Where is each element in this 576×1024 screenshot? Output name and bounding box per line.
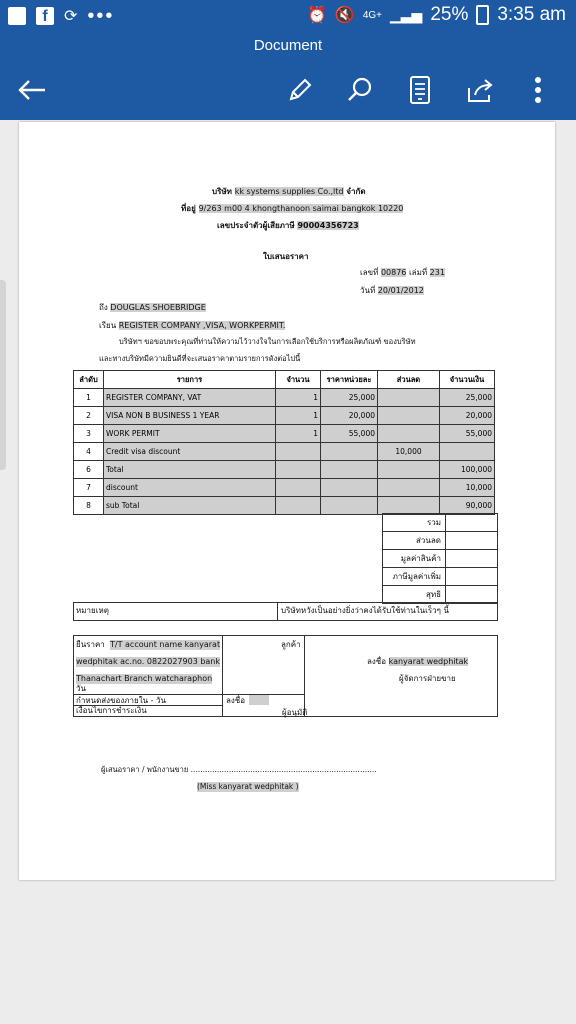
notification-icons xyxy=(8,6,114,26)
row-number: 6 xyxy=(74,461,104,479)
book-label: เล่มที่ xyxy=(408,268,428,277)
summary-label: ส่วนลด xyxy=(416,536,441,545)
row-discount xyxy=(378,461,440,479)
row-number: 3 xyxy=(74,425,104,443)
col-header: รายการ xyxy=(104,371,276,389)
sign-name: kanyarat wedphitak xyxy=(388,657,469,666)
back-button[interactable] xyxy=(12,70,52,110)
subject-line xyxy=(99,321,285,331)
row-item: Total xyxy=(104,461,276,479)
clock: 3:35 am xyxy=(497,4,566,25)
intro-line-1: บริษัทฯ ขอขอบพระคุณที่ท่านให้ความไว้วางใจในการเลือกใช้บริการหรือผลิตภัณฑ์ ของบริษัท xyxy=(119,337,416,346)
summary-label: สุทธิ xyxy=(425,590,441,599)
presenter-name: (Miss kanyarat wedphitak ) xyxy=(197,782,299,791)
row-qty: 1 xyxy=(276,425,321,443)
network-type: 4G+ xyxy=(362,9,382,21)
subject-value: REGISTER COMPANY ,VISA, WORKPERMIT. xyxy=(118,321,286,330)
subject-label: เรียน xyxy=(99,321,117,330)
row-item: REGISTER COMPANY, VAT xyxy=(104,389,276,407)
presenter-dots: .............................................................................. xyxy=(190,765,377,774)
row-price: 20,000 xyxy=(321,407,378,425)
company-name: kk systems supplies Co.,ltd xyxy=(234,187,344,196)
row-qty xyxy=(276,443,321,461)
row-number: 2 xyxy=(74,407,104,425)
table-row xyxy=(74,389,495,407)
row-discount xyxy=(378,425,440,443)
share-button[interactable] xyxy=(460,70,500,110)
bank-line-3: Thanachart Branch watcharaphon xyxy=(76,674,213,683)
row-amount xyxy=(440,443,495,461)
row-qty xyxy=(276,479,321,497)
address-line xyxy=(181,204,403,214)
summary-label: มูลค่าสินค้า xyxy=(400,554,441,563)
more-vert-icon xyxy=(534,76,542,104)
table-row xyxy=(74,443,495,461)
row-price: 25,000 xyxy=(321,389,378,407)
sign-box xyxy=(249,695,269,705)
col-header: จำนวน xyxy=(276,371,321,389)
table-row xyxy=(74,407,495,425)
search-icon xyxy=(346,76,374,104)
no-value: 00876 xyxy=(380,268,407,277)
edit-button[interactable] xyxy=(280,70,320,110)
row-number: 4 xyxy=(74,443,104,461)
row-qty xyxy=(276,461,321,479)
table-row xyxy=(74,479,495,497)
table-row xyxy=(74,425,495,443)
intro-line-2: และทางบริษัทมีความยินดีที่จะเสนอราคาตามรายการดังต่อไปนี้ xyxy=(99,354,301,363)
col-header: จำนวนเงิน xyxy=(440,371,495,389)
company-line xyxy=(212,187,366,197)
items-table xyxy=(73,370,495,515)
taxid-label: เลขประจำตัวผู้เสียภาษี xyxy=(217,221,295,230)
toolbar xyxy=(0,60,576,120)
col-header: ราคาหน่วยละ xyxy=(321,371,378,389)
more-options-button[interactable] xyxy=(518,70,558,110)
no-label: เลขที่ xyxy=(360,268,379,277)
col-header: ลำดับ xyxy=(74,371,104,389)
row-item: WORK PERMIT xyxy=(104,425,276,443)
col-header: ส่วนลด xyxy=(378,371,440,389)
sign-line xyxy=(367,657,468,667)
presenter-line xyxy=(101,765,377,775)
row-item: discount xyxy=(104,479,276,497)
date-label: วันที่ xyxy=(360,286,376,295)
row-number: 7 xyxy=(74,479,104,497)
doc-number-line xyxy=(360,268,445,278)
delivery-text: กำหนดส่งของภายใน - xyxy=(76,696,154,705)
row-price xyxy=(321,479,378,497)
row-discount xyxy=(378,497,440,515)
table-header-row xyxy=(74,371,495,389)
taxid-line xyxy=(217,221,359,231)
company-prefix: บริษัท xyxy=(212,187,232,196)
to-line xyxy=(99,303,206,313)
row-qty: 1 xyxy=(276,407,321,425)
row-qty: 1 xyxy=(276,389,321,407)
summary-block xyxy=(382,513,498,604)
sync-icon: ⟳ xyxy=(64,8,78,25)
row-item: sub Total xyxy=(104,497,276,515)
address-label: ที่อยู่ xyxy=(181,204,196,213)
date-value: 20/01/2012 xyxy=(377,286,424,295)
row-discount xyxy=(378,389,440,407)
book-value: 231 xyxy=(429,268,445,277)
table-row xyxy=(74,497,495,515)
remark-text: บริษัทหวังเป็นอย่างยิ่งว่าคงได้รับใช้ท่านในเร็วๆ นี้ xyxy=(281,606,449,615)
signal-icon: ▁▃▅ xyxy=(390,6,423,23)
row-amount: 10,000 xyxy=(440,479,495,497)
presenter-label: ผู้เสนอราคา / พนักงานขาย xyxy=(101,765,189,774)
to-value: DOUGLAS SHOEBRIDGE xyxy=(110,303,206,312)
row-discount: 10,000 xyxy=(378,443,440,461)
back-arrow-icon xyxy=(17,78,47,102)
customer-label: ลูกค้า xyxy=(281,640,301,649)
battery-percent: 25% xyxy=(430,4,469,25)
summary-label: ภาษีมูลค่าเพิ่ม xyxy=(392,572,441,581)
delivery-label xyxy=(76,696,166,706)
table-row xyxy=(74,461,495,479)
price-valid-label: ยืนราคา xyxy=(76,640,105,649)
row-item: Credit visa discount xyxy=(104,443,276,461)
row-price xyxy=(321,443,378,461)
row-amount: 20,000 xyxy=(440,407,495,425)
pen-icon xyxy=(286,76,314,104)
approver-label: ผู้อนุมัติ xyxy=(282,708,308,717)
bank-line-1: T/T account name kanyarat xyxy=(110,640,221,649)
row-item: VISA NON B BUSINESS 1 YEAR xyxy=(104,407,276,425)
sign-label: ลงชื่อ xyxy=(367,657,387,666)
day-label: วัน xyxy=(76,684,86,693)
row-price xyxy=(321,461,378,479)
taxid-value: 90004356723 xyxy=(297,221,359,230)
remark-label: หมายเหตุ xyxy=(76,606,109,615)
row-amount: 55,000 xyxy=(440,425,495,443)
row-price xyxy=(321,497,378,515)
summary-label: รวม xyxy=(426,518,441,527)
document-page xyxy=(19,122,555,880)
row-price: 55,000 xyxy=(321,425,378,443)
company-suffix: จำกัด xyxy=(346,187,366,196)
reading-view-icon xyxy=(408,75,432,105)
row-discount xyxy=(378,407,440,425)
row-discount xyxy=(378,479,440,497)
address-value: 9/263 m00 4 khongthanoon saimai bangkok 10220 xyxy=(198,204,404,213)
payment-label: เงื่อนไขการชำระเงิน xyxy=(76,706,147,715)
row-amount: 90,000 xyxy=(440,497,495,515)
battery-icon xyxy=(476,5,489,25)
date-line xyxy=(360,286,424,296)
bank-line-2: wedphitak ac.no. 0822027903 bank xyxy=(76,657,221,666)
status-bar xyxy=(0,0,576,34)
facebook-icon: f xyxy=(36,7,54,25)
image-icon xyxy=(8,7,26,25)
reading-view-button[interactable] xyxy=(400,70,440,110)
share-icon xyxy=(465,76,495,104)
row-number: 1 xyxy=(74,389,104,407)
row-amount: 25,000 xyxy=(440,389,495,407)
document-title: Document xyxy=(0,34,576,60)
more-dots-icon: ••• xyxy=(87,5,115,27)
row-amount: 100,000 xyxy=(440,461,495,479)
search-button[interactable] xyxy=(340,70,380,110)
row-number: 8 xyxy=(74,497,104,515)
sign-label-2: ลงชื่อ xyxy=(226,696,246,705)
sales-manager: ผู้จัดการฝ่ายขาย xyxy=(399,674,456,683)
row-qty xyxy=(276,497,321,515)
mute-icon: 🔇 xyxy=(334,7,355,24)
remark-row xyxy=(73,602,498,621)
to-label: ถึง xyxy=(99,303,108,312)
delivery-unit: วัน xyxy=(156,696,167,705)
conditions-box xyxy=(73,635,498,717)
alarm-icon: ⏰ xyxy=(306,7,327,24)
scroll-handle[interactable] xyxy=(0,280,6,470)
doc-title: ใบเสนอราคา xyxy=(263,252,309,261)
